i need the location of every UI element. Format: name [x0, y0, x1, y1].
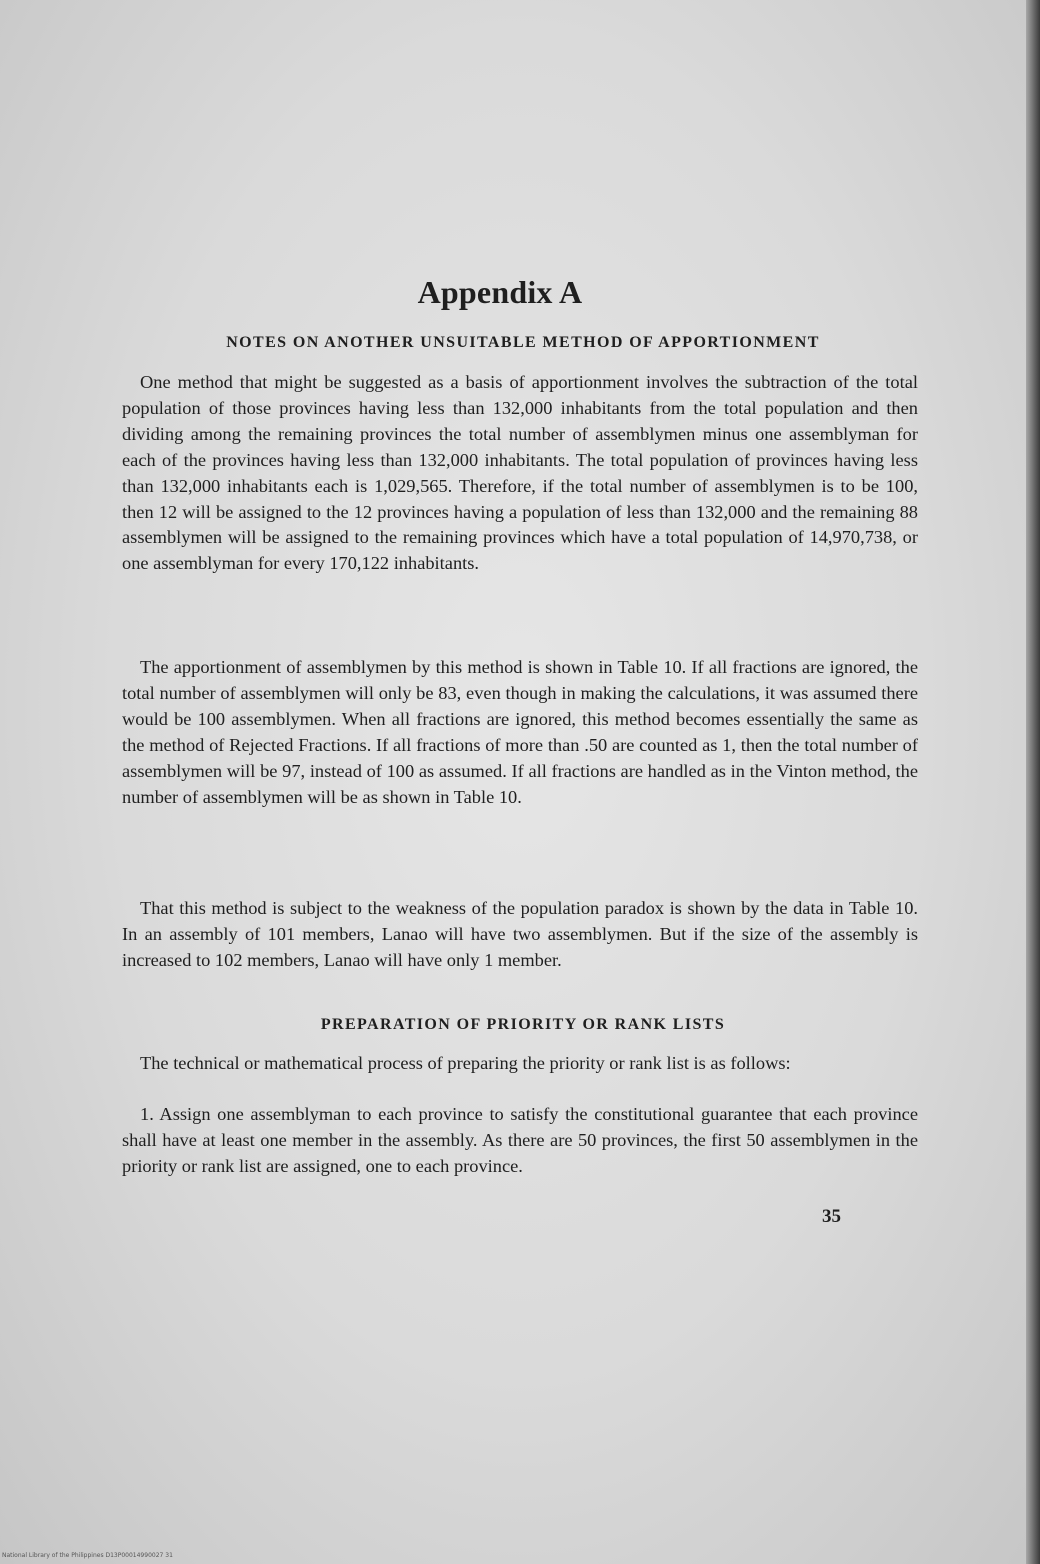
- library-footer-stamp: National Library of the Philippines D13P00014990027 31: [2, 1552, 173, 1559]
- page-number: 35: [822, 1206, 841, 1227]
- book-spine-shadow: [1026, 0, 1040, 1564]
- paragraph-step-1: 1. Assign one assemblyman to each province to satisfy the constitutional guarantee that each province shall have at least one member in the assembly. As there are 50 provinces, the first 50 assemblymen in the priority or rank list are assigned, one to each province.: [122, 1104, 918, 1176]
- paragraph-process-intro: The technical or mathematical process of preparing the priority or rank list is as follows:: [140, 1053, 791, 1073]
- paragraph-table-10-results: The apportionment of assemblymen by this method is shown in Table 10. If all fractions are ignored, the total number of assemblymen will only be 83, even though in making the calculations, it was assumed there would be 100 assemblymen. When all fractions are ignored, this method becomes essentially the same as the method of Rejected Fractions. If all fractions of more than .50 are counted as 1, then the total number of assemblymen will be 97, instead of 100 as assumed. If all fractions are handled as in the Vinton method, the number of assemblymen will be as shown in Table 10.: [122, 657, 918, 807]
- section-heading-priority-lists: PREPARATION OF PRIORITY OR RANK LISTS: [320, 1016, 726, 1033]
- paragraph-method-description: One method that might be suggested as a basis of apportionment involves the subtraction of the total population of those provinces having less than 132,000 inhabitants from the total population and then dividing among the remaining provinces the total number of assemblymen minus one assemblyman for each of the provinces having less than 132,000 inhabitants. The total population of provinces having less than 132,000 inhabitants each is 1,029,565. Therefore, if the total number of assemblymen is to be 100, then 12 will be assigned to the 12 provinces having a population of less than 132,000 and the remaining 88 assemblymen will be assigned to the remaining provinces which have a total population of 14,970,738, or one assemblyman for every 170,122 inhabitants.: [122, 372, 918, 574]
- page-title: Appendix A: [417, 274, 583, 310]
- paragraph-population-paradox: That this method is subject to the weakness of the population paradox is shown by the data in Table 10. In an assembly of 101 members, Lanao will have two assemblymen. But if the size of the assembly is increased to 102 members, Lanao will have only 1 member.: [122, 898, 918, 970]
- section-heading-unsuitable-method: NOTES ON ANOTHER UNSUITABLE METHOD OF APPORTIONMENT: [226, 334, 820, 351]
